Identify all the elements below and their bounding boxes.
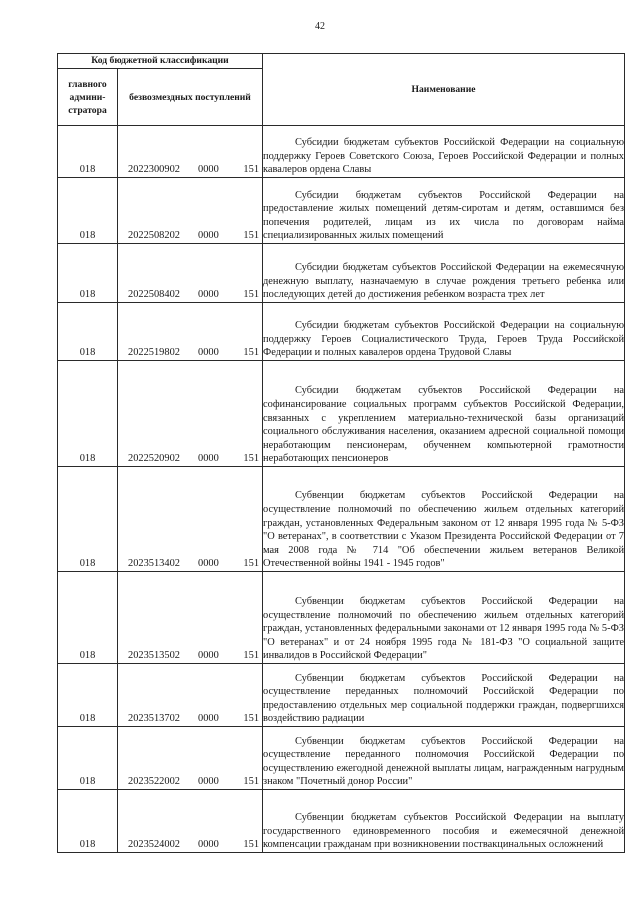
income-code: 2022508202 (128, 230, 180, 242)
income-code: 2022519802 (128, 347, 180, 359)
program-code: 0000 (198, 776, 219, 788)
program-code: 0000 (198, 713, 219, 725)
header-budget-classification: Код бюджетной классификации (58, 54, 263, 69)
program-code: 0000 (198, 839, 219, 851)
income-code-cell (118, 727, 263, 790)
kosgu-code: 151 (243, 558, 260, 570)
table-row (58, 727, 625, 790)
income-code: 2022508402 (128, 289, 180, 301)
table-row (58, 790, 625, 853)
table-row (58, 361, 625, 467)
kosgu-code: 151 (243, 289, 260, 301)
row-name: Субвенции бюджетам субъектов Российской Федерации на осуществление переданного полномочия Российской Федерации по осуществлению ежегодной денежной выплаты лицам, награжденным нагрудным знаком "Почетный донор России" (263, 735, 625, 788)
admin-code-cell: 018 (58, 303, 118, 361)
income-code: 2023513402 (128, 558, 180, 570)
income-code: 2023513502 (128, 650, 180, 662)
table-row (58, 178, 625, 244)
header-chief-administrator: главного админи-стратора (58, 69, 118, 126)
income-code-cell (118, 126, 263, 178)
table-row (58, 126, 625, 178)
income-code-cell (118, 178, 263, 244)
row-name: Субвенции бюджетам субъектов Российской Федерации на выплату государственного единовременного пособия и ежемесячной денежной компенсации гражданам при возникновении поствакцинальных осложнений (263, 812, 625, 851)
income-code: 2023513702 (128, 713, 180, 725)
income-code-cell (118, 572, 263, 664)
name-cell (263, 664, 625, 727)
income-code-cell (118, 361, 263, 467)
income-code: 2023522002 (128, 776, 180, 788)
kosgu-code: 151 (243, 164, 260, 176)
name-cell (263, 467, 625, 572)
name-cell (263, 790, 625, 853)
admin-code-cell: 018 (58, 361, 118, 467)
admin-code-cell: 018 (58, 467, 118, 572)
income-code-cell (118, 303, 263, 361)
income-code-cell (118, 244, 263, 303)
header-gratuitous-receipts: безвозмездных поступлений (118, 69, 263, 126)
budget-classification-table (57, 53, 625, 853)
income-code-cell (118, 790, 263, 853)
name-cell (263, 178, 625, 244)
income-code: 2022520902 (128, 453, 180, 465)
program-code: 0000 (198, 558, 219, 570)
name-cell (263, 361, 625, 467)
kosgu-code: 151 (243, 453, 260, 465)
row-name: Субвенции бюджетам субъектов Российской Федерации на осуществление полномочий по обеспечению жильем отдельных категорий граждан, установленных федеральными законами от 12 января 1995 года № 5-ФЗ "О ветеранах" и от 24 ноября 1995 года № 181-ФЗ "О социальной защите инвалидов в Российской Федерации" (263, 596, 625, 662)
kosgu-code: 151 (243, 650, 260, 662)
income-code-cell (118, 467, 263, 572)
page-number: 42 (315, 21, 325, 32)
row-name: Субсидии бюджетам субъектов Российской Федерации на софинансирование социальных программ субъектов Российской Федерации, связанных с укреплением материально-технической базы организаций социального обслуживания населения, оказанием адресной социальной помощи неработающим пенсионерам, обученнем компьютерной грамотности неработающих пенсионеров (263, 385, 625, 465)
admin-code-cell: 018 (58, 572, 118, 664)
kosgu-code: 151 (243, 776, 260, 788)
table-row (58, 303, 625, 361)
row-name: Субвенции бюджетам субъектов Российской Федерации на осуществление полномочий по обеспечению жильем отдельных категорий граждан, установленных Федеральным законом от 12 января 1995 года № 5-ФЗ "О ветеранах", в соответствии с Указом Президента Российской Федерации от 7 мая 2008 года № 714 "Об обеспечении жильем ветеранов Великой Отечественной войны 1941 - 1945 годов" (263, 490, 625, 570)
admin-code-cell: 018 (58, 727, 118, 790)
kosgu-code: 151 (243, 713, 260, 725)
program-code: 0000 (198, 650, 219, 662)
header-name: Наименование (263, 54, 625, 126)
income-code: 2023524002 (128, 839, 180, 851)
table-row (58, 467, 625, 572)
table-row (58, 244, 625, 303)
kosgu-code: 151 (243, 839, 260, 851)
row-name: Субсидии бюджетам субъектов Российской Федерации на социальную поддержку Героев Социалистического Труда, Героев Труда Российской Федерации и полных кавалеров ордена Трудовой Славы (263, 320, 625, 359)
admin-code-cell: 018 (58, 790, 118, 853)
name-cell (263, 126, 625, 178)
program-code: 0000 (198, 289, 219, 301)
income-code-cell (118, 664, 263, 727)
admin-code-cell: 018 (58, 244, 118, 303)
row-name: Субвенции бюджетам субъектов Российской Федерации на осуществление переданных полномочий Российской Федерации по предоставлению отдельных мер социальной поддержки граждан, подвергшихся воздействию радиации (263, 672, 625, 725)
name-cell (263, 727, 625, 790)
admin-code-cell: 018 (58, 126, 118, 178)
name-cell (263, 303, 625, 361)
program-code: 0000 (198, 230, 219, 242)
kosgu-code: 151 (243, 347, 260, 359)
row-name: Субсидии бюджетам субъектов Российской Федерации на социальную поддержку Героев Советского Союза, Героев Российской Федерации и полных кавалеров ордена Славы (263, 137, 625, 176)
admin-code-cell: 018 (58, 178, 118, 244)
kosgu-code: 151 (243, 230, 260, 242)
row-name: Субсидии бюджетам субъектов Российской Федерации на ежемесячную денежную выплату, назначаемую в случае рождения третьего ребенка или последующих детей до достижения ребенком возраста трех лет (263, 262, 625, 301)
admin-code-cell: 018 (58, 664, 118, 727)
name-cell (263, 572, 625, 664)
program-code: 0000 (198, 164, 219, 176)
program-code: 0000 (198, 347, 219, 359)
table-row (58, 572, 625, 664)
income-code: 2022300902 (128, 164, 180, 176)
row-name: Субсидии бюджетам субъектов Российской Федерации на предоставление жилых помещений детям-сиротам и детям, оставшимся без попечения родителей, лицам из их числа по договорам найма специализированных жилых помещений (263, 189, 625, 242)
program-code: 0000 (198, 453, 219, 465)
table-row (58, 664, 625, 727)
name-cell (263, 244, 625, 303)
